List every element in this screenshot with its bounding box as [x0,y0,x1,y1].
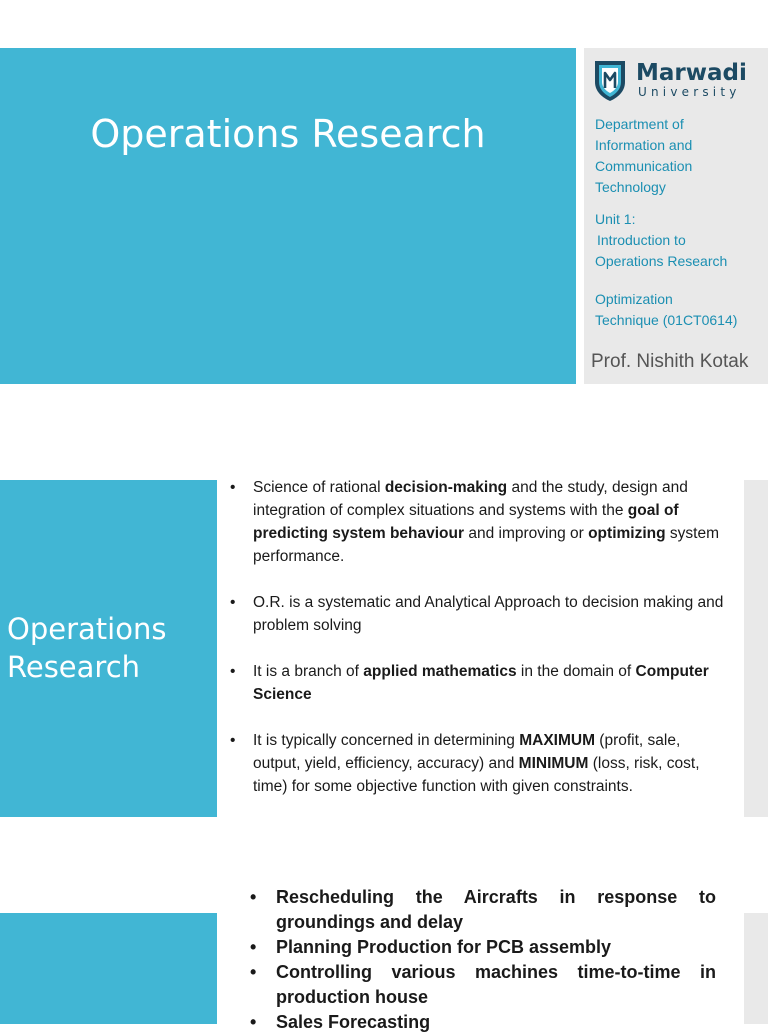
bold-text: decision-making [384,479,508,496]
professor-name: Prof. Nishith Kotak [591,351,749,372]
text-run: and the study, design and integration of complex situations and systems with the [253,479,688,519]
bold-text: MINIMUM [518,755,589,772]
applications-list [248,885,716,1035]
title-slide-panel [0,48,576,384]
text-run: in the domain of [516,663,636,680]
text-run: It is a branch of [253,663,364,680]
list-item: • Controlling various machines time-to-time in production house [248,960,716,1010]
definition-list [229,476,729,821]
list-item [229,476,729,568]
unit-line: Unit 1: [595,211,636,227]
list-item [229,729,729,798]
side-strip [744,913,768,1024]
text-run: system performance. [253,525,719,565]
department-line: Technology [595,179,666,195]
unit-line: Introduction to [597,232,686,248]
course-line: Optimization [595,291,673,307]
bold-text: optimizing [588,525,666,542]
course-text [595,289,765,331]
bold-text: applied mathematics [363,663,517,680]
list-item [229,660,729,706]
text-run: It is typically concerned in determining [253,732,520,749]
department-line: Information and [595,137,693,153]
logo-subtitle: University [638,85,741,99]
section-title [7,610,212,686]
university-logo [592,58,768,104]
bold-text: Computer Science [253,663,709,703]
text-run: Science of rational [253,479,385,496]
list-item: • Sales Forecasting [248,1010,716,1035]
slide-title: Operations Research [90,112,486,156]
text-run: (profit, sale, output, yield, efficiency, accuracy) and [253,732,681,772]
text-run: (loss, risk, cost, time) for some objective function with given constraints. [253,755,700,795]
department-line: Department of [595,116,684,132]
list-item: • Planning Production for PCB assembly [248,935,716,960]
logo-name: Marwadi [636,60,747,86]
unit-text [595,209,765,272]
text-run: and improving or [464,525,589,542]
list-item [229,591,729,637]
university-shield-logo [592,58,628,102]
department-text [595,114,765,198]
section-title-line: Research [7,650,141,684]
unit-line: Operations Research [595,253,728,269]
bold-text: MAXIMUM [519,732,595,749]
side-strip [744,480,768,817]
section-panel [0,913,217,1024]
department-line: Communication [595,158,693,174]
course-line: Technique (01CT0614) [595,312,738,328]
list-item: • Rescheduling the Aircrafts in response to groundings and delay [248,885,716,935]
bold-text: goal of predicting system behaviour [253,502,679,542]
section-title-line: Operations [7,612,167,646]
text-run: O.R. is a systematic and Analytical Approach to decision making and problem solving [253,594,724,634]
